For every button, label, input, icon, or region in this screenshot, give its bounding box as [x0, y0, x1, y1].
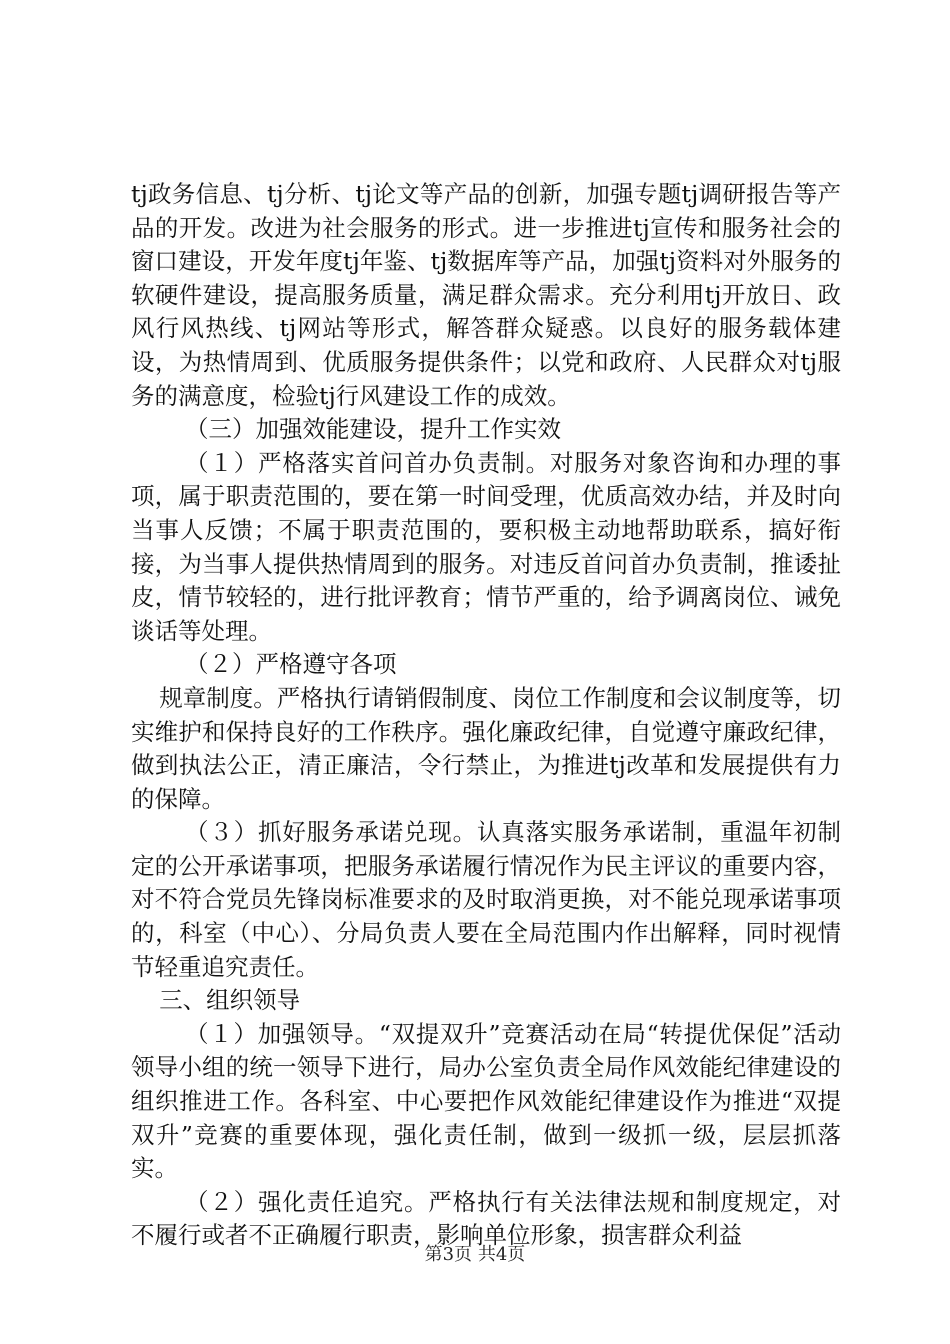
paragraph-service-commitment: （３）抓好服务承诺兑现。认真落实服务承诺制，重温年初制定的公开承诺事项，把服务承诺履行情况作为民主评议的重要内容，对不符合党员先锋岗标准要求的及时取消更换，对不能兑现承诺事项的，科室（中心）、分局负责人要在全局范围内作出解释，同时视情节轻重追究责任。	[131, 818, 841, 981]
paragraph-strengthen-leadership: （１）加强领导。“双提双升”竞赛活动在局“转提优保促”活动领导小组的统一领导下进行，局办公室负责全局作风效能纪律建设的组织推进工作。各科室、中心要把作风效能纪律建设作为推进“双提双升”竞赛的重要体现，强化责任制，做到一级抓一级，层层抓落实。	[131, 1019, 841, 1183]
paragraph-accountability: （２）强化责任追究。严格执行有关法律法规和制度规定，对不履行或者不正确履行职责，影响单位形象，损害群众利益	[131, 1187, 841, 1250]
paragraph-rules-and-discipline: 规章制度。严格执行请销假制度、岗位工作制度和会议制度等，切实维护和保持良好的工作秩序。强化廉政纪律，自觉遵守廉政纪律，做到执法公正，清正廉洁，令行禁止，为推进tj改革和发展提供有力的保障。	[131, 683, 841, 813]
paragraph-rules-heading: （２）严格遵守各项	[185, 650, 397, 679]
section-heading-organization: 三、组织领导	[159, 986, 301, 1015]
document-body	[131, 178, 841, 1253]
paragraph-first-inquiry-responsibility: （１）严格落实首问首办负责制。对服务对象咨询和办理的事项，属于职责范围的，要在第一时间受理，优质高效办结，并及时向当事人反馈；不属于职责范围的，要积极主动地帮助联系，搞好衔接，为当事人提供热情周到的服务。对违反首问首办负责制，推诿扯皮，情节较轻的，进行批评教育；情节严重的，给予调离岗位、诫免谈话等处理。	[131, 448, 841, 645]
page-number-footer: 第3页 共4页	[424, 1244, 526, 1265]
paragraph-service-products: tj政务信息、tj分析、tj论文等产品的创新，加强专题tj调研报告等产品的开发。改进为社会服务的形式。进一步推进tj宣传和服务社会的窗口建设，开发年度tj年鉴、tj数据库等产品，加强tj资料对外服务的软硬件建设，提高服务质量，满足群众需求。充分利用tj开放日、政风行风热线、tj网站等形式，解答群众疑惑。以良好的服务载体建设，为热情周到、优质服务提供条件；以党和政府、人民群众对tj服务的满意度，检验tj行风建设工作的成效。	[131, 180, 841, 410]
section-heading-efficiency: （三）加强效能建设，提升工作实效	[185, 415, 562, 444]
